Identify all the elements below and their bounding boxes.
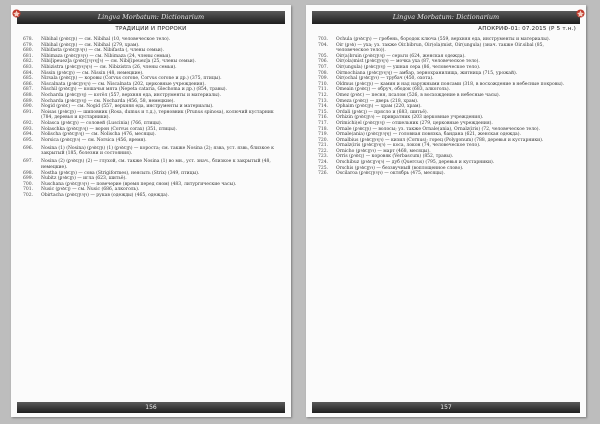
entry-text: Omez (ꝑꝛꝺꞇ) — песня, псалом (526, в восхождение в небесные часы). — [336, 92, 501, 98]
entry-text: Nubitz (ꝑꝛꝺꞇꞁꞃ) — игла (623, шитьё). — [41, 176, 127, 182]
dictionary-entry — [23, 110, 279, 121]
entry-number: 708. — [318, 70, 329, 76]
entry-text: Nosina (1) (Nosina) (ꝑꝛꝺꞇꞁꞃ) (1) (ꝑꝛꝺꞇꞁꞃ) — короста; см. также Nosina (2); язва, уст. язвь, близкое к закрытый (185, болезни и состояния). — [41, 145, 274, 157]
dictionary-entry-list — [23, 37, 279, 199]
entry-number: 707. — [318, 64, 329, 70]
entry-number: 697. — [23, 159, 34, 165]
entry-text: Nirsala (ꝑꝛꝺꞇꞁꞃ) — коровы (Corvus corone, Corvus corone и др.) (375, птицы). — [41, 76, 222, 82]
entry-text: Ornicho (ꝑꝛꝺꞇꞁꞃꝛ) — март (468, месяцы). — [336, 148, 431, 154]
emblem-icon — [12, 9, 21, 18]
entry-text: Orschibuz (ꝑꝛꝺꞇꞁꞃꝛꞁꝛ) — дуб (Quercus) (795, деревья и кустарники). — [336, 160, 495, 166]
entry-text: Nocharda (ꝑꝛꝺꞇꞁꞃꝛꞁ) — см. Nocharda (456, 58, немецкие). — [41, 98, 175, 104]
section-title: ТРАДИЦИИ И ПРОРОКИ — [115, 26, 187, 32]
entry-number: 692. — [23, 120, 34, 126]
entry-number: 695. — [23, 137, 34, 143]
entry-number: 691. — [23, 109, 34, 115]
entry-text: Nuschana (ꝑꝛꝺꞇꞁꞃꝛꞁꝛ) — повечерие (время перед сном) (483, литургические часы). — [41, 181, 237, 187]
entry-number: 714. — [318, 104, 329, 110]
entry-number: 723. — [318, 154, 329, 160]
entry-number: 679. — [23, 42, 34, 48]
entry-number: 713. — [318, 98, 329, 104]
entry-text: Nischil (ꝑꝛꝺꞇꞁꞃ) — кошачья мята (Nepeta cataria, Glechoma и др.) (854, травы). — [41, 87, 227, 93]
entry-number: 703. — [318, 37, 329, 42]
entry-number: 705. — [318, 53, 329, 59]
entry-text: Nissin (ꝑꝛꝺꞇꞁꞃ) — см. Nissin (48, немецкие). — [41, 70, 144, 76]
entry-number: 709. — [318, 76, 329, 82]
entry-text: Orschis (ꝑꝛꝺꞇꞁꞃꝛ) — беззвучный (воплощенное слово). — [336, 165, 464, 171]
entry-number: 721. — [318, 143, 329, 149]
entry-text: Oir(ochal (ꝑꝛꝺꞇꞁꞃꝛ) — трубач (450, охота). — [336, 76, 434, 82]
entry-number: 722. — [318, 148, 329, 154]
entry-text: Nosina (2) (ꝑꝛꝺꞇꞁꞃ) (2) — глухой, см. также Nosina (1) во мн., уст. знач., близкое к закрытый (48, немецкие). — [41, 159, 271, 171]
page-header: Lingva Morbatum: Dictionarium — [17, 11, 285, 24]
entry-number: 700. — [23, 181, 34, 187]
entry-number: 726. — [318, 171, 329, 177]
entry-number: 712. — [318, 92, 329, 98]
entry-text: Nolischa (ꝑꝛꝺꞇꞁꞃꝛꞁ) — см. Nolischa (476, месяцы). — [41, 132, 156, 138]
entry-number: 699. — [23, 176, 34, 182]
dictionary-entry — [318, 43, 574, 54]
entry-number: 693. — [23, 126, 34, 132]
entry-number: 694. — [23, 132, 34, 138]
entry-text: Nibihal (ꝑꝛꝺꞇꞁꞃ) — см. Nibihal (10, человеческое тело). — [41, 37, 171, 42]
entry-number: 719. — [318, 132, 329, 138]
dictionary-entry-list — [318, 37, 574, 177]
entry-number: 720. — [318, 137, 329, 143]
entry-text: Nibimaza (ꝑꝛꝺꞇꞁꞃꝛꞁꝛ) — см. Nibimaza (24, члены семьи). — [41, 53, 172, 59]
entry-number: 725. — [318, 165, 329, 171]
entry-number: 680. — [23, 48, 34, 54]
entry-text: Ornale(ania) (ꝑꝛꝺꞇꞁꞃꝛꞁꝛꞁ) — головная повязка, бандана (621, женская одежда). — [336, 132, 521, 138]
entry-text: Omeain (ꝑꝛꝺꞇꞁ) — обруч, ободок (683, алкоголь). — [336, 87, 451, 93]
entry-text: Oir(a)bruin (ꝑꝛꝺꞇꞁꞃꝛꞁ) — серьги (624, женская одежда). — [336, 53, 466, 59]
entry-text: Omeza (ꝑꝛꝺꞇꞁ) — дверь (218, храм). — [336, 98, 419, 104]
entry-text: Nibifasta (ꝑꝛꝺꞇꞁꞃꝛꞁꝛ) — см. Nibifasta (, члены семьи). — [41, 48, 164, 54]
dictionary-entry — [23, 146, 279, 157]
dictionary-entry — [23, 138, 279, 144]
entry-text: Nibi[ipeuez]a (ꝑꝛꝺꞇ[ꞁꝛꞁꝛꝛꞁ]ꝛ) — см. Nibi[ipeuez]a (25, члены семьи). — [41, 59, 196, 65]
entry-text: Ornale (ꝑꝛꝺꞇꞁꞃ) — волосы; уз. также Ornale(ania), Ornalz(iris) (72, человеческое тело). — [336, 126, 540, 132]
entry-text: Orimichi(el (ꝑꝛꝺꞇꞁꞃꝛꞁ) — отшельник (279, церковные учреждения). — [336, 120, 493, 126]
entry-number: 704. — [318, 42, 329, 48]
page-header: Lingva Morbatum: Dictionarium — [312, 11, 580, 24]
entry-number: 689. — [23, 98, 34, 104]
section-title: АПОКРИФ-01: 07.2015 (Р 5 т.н.) — [478, 26, 576, 32]
right-page — [306, 5, 586, 417]
dictionary-entry — [318, 171, 574, 177]
entry-number: 678. — [23, 37, 34, 42]
entry-text: Nolasca (ꝑꝛꝺꞇꞁꞃ) — соловей (Luscinia) (766, птицы). — [41, 120, 163, 126]
entry-text: Orhizin (ꝑꝛꝺꞇꞁꞃꝛ) — привратник (203 церковные учреждения). — [336, 115, 484, 121]
entry-number: 682. — [23, 59, 34, 65]
entry-number: 701. — [23, 187, 34, 193]
entry-number: 683. — [23, 64, 34, 70]
entry-text: Noisas (ꝑꝛꝺꞇꞁꞃ) — шиповник (Rosa, dumus и т.д.), терновник (Prunus spinosa), колючий кустарник (784, деревья и кустарники). — [41, 109, 274, 121]
entry-text: Ochula (ꝑꝛꝺꞇꞁꞃ) — гребень, бородок ключа (559, верхняя еда, инструменты и материалы). — [336, 37, 551, 42]
entry-number: 702. — [23, 193, 34, 199]
entry-number: 718. — [318, 126, 329, 132]
entry-text: Nocharda (ꝑꝛꝺꞇꞁꞃꝛꞁ) — котёл (557, верхняя еда, инструменты и материалы). — [41, 92, 221, 98]
entry-number: 717. — [318, 120, 329, 126]
entry-text: Oir(ungula) (ꝑꝛꝺꞇꞁꞃꝛꞁ) — ушная сера (86, человеческое тело). — [336, 64, 481, 70]
entry-number: 685. — [23, 76, 34, 82]
entry-text: Nibizistra (ꝑꝛꝺꞇꞁꞃꝛꞁꝛꞁꝛ) — см. Nibizistra (26, члены семьи). — [41, 64, 177, 70]
entry-number: 696. — [23, 145, 34, 151]
entry-text: Ornalz(iris (ꝑꝛꝺꞇꞁꞃꝛꞁꝛ) — коса, локон (74, человеческое тело). — [336, 143, 481, 149]
entry-text: Nogid (ꝑꝛꝺꞇ) — см. Nogid (557, верхняя еда, инструменты и материалы). — [41, 104, 214, 110]
entry-text: Orris (ꝑꝛꝺꞇꞁ) — коровяк (Verbascum) (852, травы). — [336, 154, 454, 160]
entry-text: Obirtacha (ꝑꝛꝺꞇꞁꞃꝛꞁꝛ) — рукав (одежды) (465, одежда). — [41, 193, 169, 199]
entry-number: 688. — [23, 92, 34, 98]
entry-text: Ophaim (ꝑꝛꝺꞇꞁꞃ) — храм (220, храм). — [336, 104, 422, 110]
entry-number: 684. — [23, 70, 34, 76]
entry-text: Nusic (ꝑꝛꝺꞇꞁ) — см. Nusic (686, алкоголь). — [41, 187, 140, 193]
entry-text: Oir (ꝑꝛꝺ) — уха; уз. также Oir.bibrun, Oir(ola)mist, Oir(ungula) (знач. также Oir.sibal (85, человеческое тело)). — [336, 42, 544, 54]
entry-number: 686. — [23, 81, 34, 87]
entry-number: 690. — [23, 104, 34, 110]
entry-text: Ornalbius (ꝑꝛꝺꞇꞁꞃꝛꞁꝛ) — кизил (Cornus); горец (Polygonum) (788, деревья и кустарники). — [336, 137, 544, 143]
page-number: 156 — [17, 402, 285, 413]
entry-number: 724. — [318, 160, 329, 166]
dictionary-entry — [23, 159, 279, 170]
entry-text: Oir(ola)mist (ꝑꝛꝺꞇꞁꞃꝛꞁꝛ) — мочка уха (87, человеческое тело). — [336, 59, 480, 65]
entry-text: Oldmus (ꝑꝛꝺꞇꞁꞃ) — камин и над наружными поясами (318, в восхождение в небесные покровы). — [336, 81, 565, 87]
page-number: 157 — [312, 402, 580, 413]
entry-text: Nibihal (ꝑꝛꝺꞇꞁꞃ) — см. Nibihal (279, храм). — [41, 42, 140, 48]
entry-text: Niscalnata (ꝑꝛꝺꞇꞁꞃꝛꞁꝛ) — см. Niscalnata (202, церковные учреждения). — [41, 81, 206, 87]
entry-number: 681. — [23, 53, 34, 59]
entry-number: 706. — [318, 59, 329, 65]
entry-number: 715. — [318, 109, 329, 115]
entry-number: 711. — [318, 87, 329, 93]
dictionary-entry — [23, 193, 279, 199]
entry-text: Norsica (ꝑꝛꝺꞇꞁꞃꝛ) — см. Norsica (456, время). — [41, 137, 147, 143]
entry-text: Ordali (ꝑꝛꝺꞇꞁ) — прясло и (683, шитьё). — [336, 109, 429, 115]
entry-text: Oscilaroa (ꝑꝛꝺꞇꞁꞃꝛꞁꝛ) — октябрь (475, месяцы). — [336, 171, 445, 177]
entry-number: 698. — [23, 170, 34, 176]
entry-text: Nolaschka (ꝑꝛꝺꞇꞁꞃꝛꞁ) — ворон (Corvus corax) (351, птицы). — [41, 126, 177, 132]
entry-number: 687. — [23, 87, 34, 93]
entry-text: Nostha (ꝑꝛꝺꞇꞁꞃ) — сова (Strigiformes), неясыть (Strix) (349, птицы). — [41, 170, 200, 176]
emblem-icon — [576, 9, 585, 18]
left-page — [11, 5, 291, 417]
entry-text: Oirmochiana (ꝑꝛꝺꞇꞁꞃꝛꞁꝛꞁ) — амбар, зернохранилища, житница (715, урожай). — [336, 70, 518, 76]
entry-number: 710. — [318, 81, 329, 87]
entry-number: 716. — [318, 115, 329, 121]
